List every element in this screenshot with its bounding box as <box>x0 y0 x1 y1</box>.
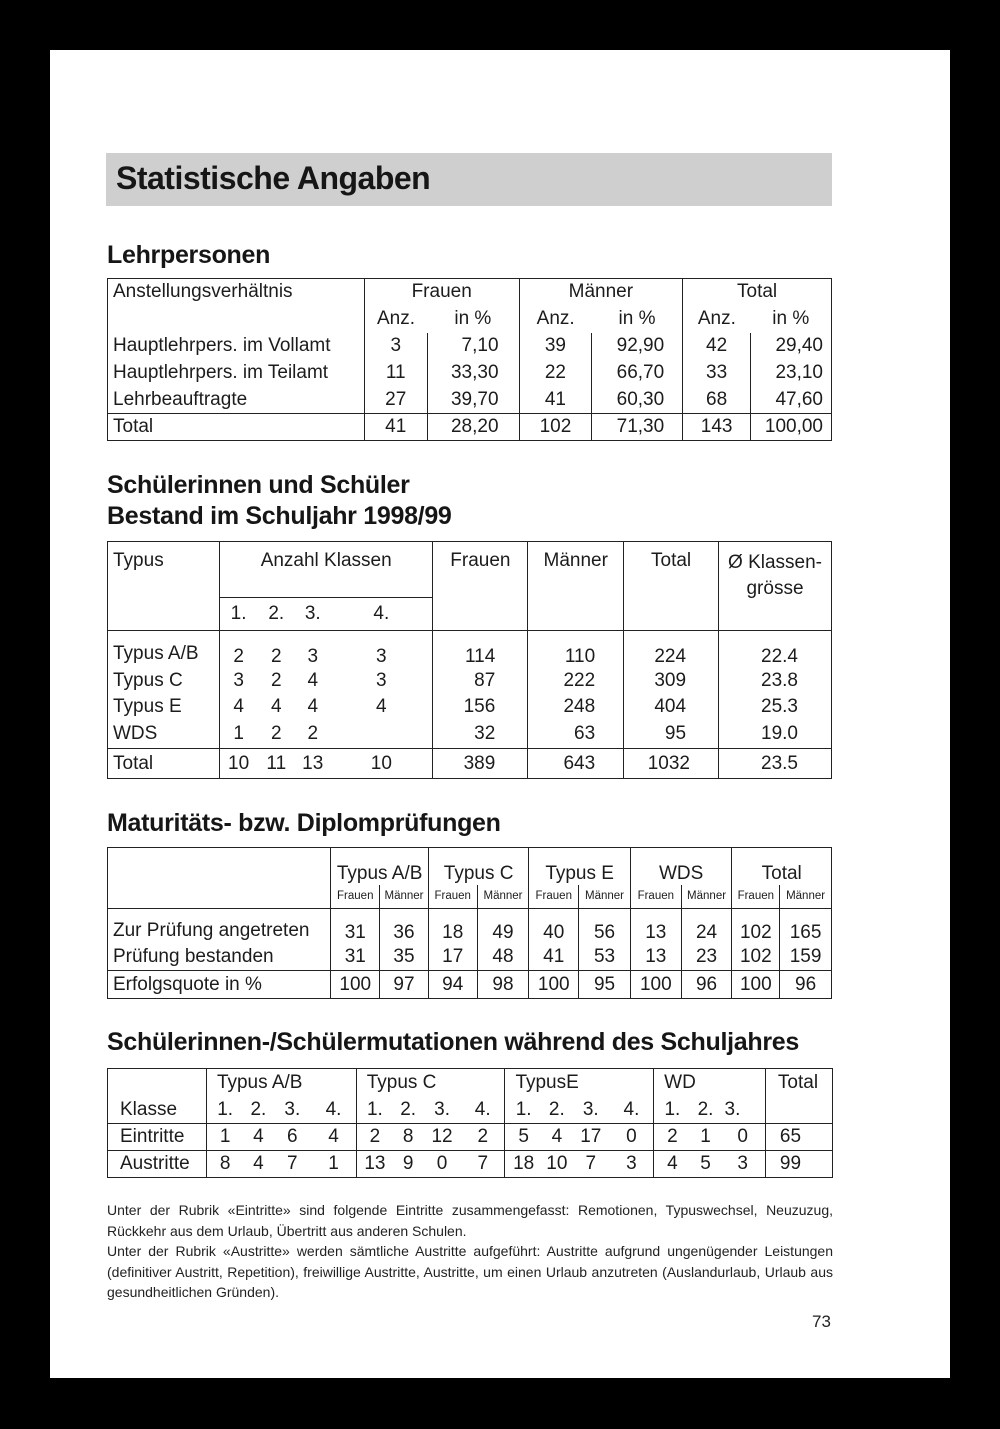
cell: 19.0 <box>761 722 798 744</box>
subheader: 3. <box>582 1098 599 1120</box>
header-group: Typus E <box>529 848 631 885</box>
table-bestand <box>107 541 832 779</box>
cell: 643 <box>528 749 624 779</box>
table-row <box>108 631 832 668</box>
cell: 23.8 <box>761 669 798 691</box>
cell: 102 <box>732 909 780 944</box>
cell: 1 <box>233 722 244 744</box>
subheader: Anz. <box>536 308 575 329</box>
row-label: Typus A/B <box>108 631 220 668</box>
header-group: TypusE <box>505 1069 654 1097</box>
cell: 63 <box>528 721 624 749</box>
cell: 9 <box>393 1151 423 1178</box>
cell: 2 <box>356 1124 393 1151</box>
cell: 41 <box>364 414 427 441</box>
cell: 100 <box>630 971 681 999</box>
subheader: 2. <box>697 1098 714 1120</box>
cell: 2 <box>271 669 282 691</box>
cell: 4 <box>311 1124 356 1151</box>
cell: 7,10 <box>427 333 519 360</box>
subheader: Anz. <box>697 308 736 329</box>
cell: 98 <box>477 971 529 999</box>
cell <box>330 721 433 749</box>
subheader: 1. <box>366 1098 383 1120</box>
cell: 143 <box>683 414 751 441</box>
cell: 5 <box>691 1151 721 1178</box>
cell: 41 <box>519 387 592 414</box>
cell: 33,30 <box>427 360 519 387</box>
row-label: Typus C <box>108 668 220 694</box>
cell: 4 <box>243 1151 273 1178</box>
cell: 10 <box>542 1151 572 1178</box>
cell: 18 <box>428 909 477 944</box>
cell: 13 <box>630 944 681 971</box>
cell: 12 <box>423 1124 461 1151</box>
total-row <box>108 749 832 779</box>
cell: 39,70 <box>427 387 519 414</box>
cell: 3 <box>610 1151 654 1178</box>
heading-mutationen: Schülerinnen-/Schülermutationen während des Schuljahres <box>107 1028 799 1056</box>
table-mutationen <box>107 1068 833 1178</box>
table-row <box>108 909 832 944</box>
subheader: Frauen <box>428 885 477 909</box>
subheader: 1. <box>515 1098 532 1120</box>
cell: 389 <box>433 749 528 779</box>
row-label: Hauptlehrpers. im Teilamt <box>108 360 365 387</box>
header-group: Typus A/B <box>331 848 428 885</box>
header-total: Total <box>624 542 719 631</box>
cell: 3 <box>330 631 433 668</box>
cell: 5 <box>505 1124 542 1151</box>
header-total: Total <box>777 1072 819 1093</box>
cell: 2 <box>257 631 295 668</box>
header-anzahl-klassen: Anzahl Klassen <box>219 542 433 598</box>
table-row <box>108 333 832 360</box>
cell: 49 <box>477 909 529 944</box>
cell: 17 <box>572 1124 610 1151</box>
row-label: Total <box>108 749 220 779</box>
subheader: in % <box>772 308 810 329</box>
cell: 95 <box>624 721 719 749</box>
row-label: Hauptlehrpers. im Vollamt <box>108 333 365 360</box>
cell: 156 <box>433 694 528 721</box>
cell: 110 <box>528 631 624 668</box>
heading-bestand: Bestand im Schuljahr 1998/99 <box>107 502 452 530</box>
cell: 114 <box>433 631 528 668</box>
cell: 4 <box>307 696 319 717</box>
cell: 100 <box>529 971 579 999</box>
cell: 35 <box>380 944 429 971</box>
cell: 65 <box>765 1124 832 1151</box>
table-row <box>108 721 832 749</box>
cell: 96 <box>780 971 832 999</box>
subheader: Frauen <box>630 885 681 909</box>
table-pruefungen <box>107 847 832 999</box>
table-row <box>108 1124 833 1151</box>
cell: 32 <box>433 721 528 749</box>
cell: 8 <box>393 1124 423 1151</box>
cell: 24 <box>681 909 732 944</box>
cell: 4 <box>243 1124 273 1151</box>
cell: 11 <box>364 360 427 387</box>
cell: 23 <box>681 944 732 971</box>
cell: 28,20 <box>427 414 519 441</box>
cell: 31 <box>331 944 380 971</box>
cell: 224 <box>624 631 719 668</box>
page-number: 73 <box>812 1312 831 1331</box>
cell: 96 <box>681 971 732 999</box>
cell: 1 <box>206 1124 243 1151</box>
header-group: Total <box>761 862 802 884</box>
subheader: Männer <box>681 885 732 909</box>
subheader: 3. <box>721 1097 766 1124</box>
cell: 102 <box>519 414 592 441</box>
cell: 97 <box>380 971 429 999</box>
cell: 0 <box>610 1124 654 1151</box>
heading-pruefungen: Maturitäts- bzw. Diplomprüfungen <box>107 809 501 837</box>
row-label: Total <box>108 414 365 441</box>
cell: 165 <box>780 909 832 944</box>
header-group: WD <box>654 1069 766 1097</box>
cell: 29,40 <box>775 335 823 356</box>
cell: 2 <box>219 631 257 668</box>
heading-schueler: Schülerinnen und Schüler <box>107 471 410 499</box>
cell: 31 <box>331 909 380 944</box>
cell: 56 <box>579 909 631 944</box>
cell: 7 <box>572 1151 610 1178</box>
header-typus: Typus <box>108 542 220 631</box>
row-label: Zur Prüfung angetreten <box>108 909 331 944</box>
title-banner <box>106 153 832 206</box>
cell: 18 <box>505 1151 542 1178</box>
table-row <box>108 668 832 694</box>
cell: 41 <box>529 944 579 971</box>
header-frauen: Frauen <box>433 542 528 631</box>
cell: 7 <box>461 1151 505 1178</box>
subheader: Männer <box>380 885 429 909</box>
cell: 94 <box>428 971 477 999</box>
cell: 248 <box>528 694 624 721</box>
cell: 33 <box>683 360 751 387</box>
header-anstellung: Anstellungsverhältnis <box>108 279 365 306</box>
table-row <box>108 360 832 387</box>
cell: 1 <box>311 1151 356 1178</box>
subheader: 3. <box>284 1098 301 1120</box>
header-group: Typus C <box>428 848 529 885</box>
table-row <box>108 694 832 721</box>
subheader: 1. <box>664 1098 681 1120</box>
subheader: Männer <box>786 890 826 903</box>
cell: 71,30 <box>592 414 683 441</box>
heading-lehrpersonen: Lehrpersonen <box>107 241 271 269</box>
cell: 102 <box>732 944 780 971</box>
header-total: Total <box>737 281 778 303</box>
cell: 159 <box>789 945 822 967</box>
cell: 1 <box>691 1124 721 1151</box>
cell: 4 <box>542 1124 572 1151</box>
cell: 8 <box>206 1151 243 1178</box>
cell: 48 <box>477 944 529 971</box>
row-label: Erfolgsquote in % <box>108 971 331 999</box>
header-klassengroesse-line1: Ø Klassen- <box>728 552 822 573</box>
cell: 100 <box>331 971 380 999</box>
cell: 47,60 <box>775 388 823 410</box>
total-row <box>108 414 832 441</box>
cell: 11 <box>257 749 295 779</box>
cell: 27 <box>364 387 427 414</box>
table-lehrpersonen <box>107 278 832 441</box>
cell: 13 <box>356 1151 393 1178</box>
cell: 17 <box>428 944 477 971</box>
table-row <box>108 1151 833 1178</box>
cell: 7 <box>273 1151 311 1178</box>
cell: 68 <box>683 387 751 414</box>
cell: 22 <box>519 360 592 387</box>
page-title: Statistische Angaben <box>116 160 431 196</box>
subheader: Männer <box>579 885 631 909</box>
cell: 40 <box>529 909 579 944</box>
cell: 4 <box>271 696 282 717</box>
header-group: WDS <box>630 848 732 885</box>
header-frauen: Frauen <box>364 279 519 306</box>
cell: 99 <box>765 1151 832 1178</box>
subheader: 2. <box>250 1098 267 1120</box>
cell: 92,90 <box>592 333 683 360</box>
subheader: Frauen <box>331 885 380 909</box>
table-row <box>108 387 832 414</box>
cell: 0 <box>423 1151 461 1178</box>
cell: 3 <box>364 333 427 360</box>
cell: 2 <box>461 1124 505 1151</box>
cell: 309 <box>624 668 719 694</box>
cell: 95 <box>579 971 631 999</box>
cell: 60,30 <box>592 387 683 414</box>
cell: 66,70 <box>592 360 683 387</box>
cell: 4 <box>330 694 433 721</box>
row-label: WDS <box>108 721 220 749</box>
cell: 25.3 <box>761 696 798 717</box>
cell: 100 <box>732 971 780 999</box>
cell: 1032 <box>624 749 719 779</box>
subheader: Frauen <box>529 885 579 909</box>
cell: 0 <box>721 1124 766 1151</box>
subheader: Anz. <box>376 308 415 329</box>
header-maenner: Männer <box>519 279 683 306</box>
cell: 4 <box>233 696 244 717</box>
cell: 2 <box>271 722 282 744</box>
cell: 404 <box>624 694 719 721</box>
subheader: 2. <box>548 1098 565 1120</box>
subheader: in % <box>427 306 519 333</box>
subheader: 3. <box>434 1098 450 1120</box>
subheader: 2. <box>400 1098 417 1120</box>
header-klassengroesse <box>719 542 832 631</box>
cell: 4 <box>654 1151 691 1178</box>
cell: 2 <box>654 1124 691 1151</box>
subheader: 1. <box>230 603 247 624</box>
cell: 3 <box>330 668 433 694</box>
header-klassengroesse-line2: grösse <box>746 578 804 599</box>
cell: 13 <box>630 909 681 944</box>
cell: 3 <box>233 669 244 691</box>
footnote-eintritte: Unter der Rubrik «Eintritte» sind folgende Eintritte zusammengefasst: Remotionen, Typuswechsel, Neuzuzug, Rückkehr aus dem Urlaub, Übertritt aus anderen Schulen. <box>107 1202 833 1239</box>
subheader: 3. <box>304 603 321 624</box>
cell: 4 <box>307 669 319 691</box>
footnotes <box>107 1200 833 1303</box>
subheader: 1. <box>217 1098 234 1120</box>
subheader: 4. <box>330 598 433 631</box>
cell: 6 <box>273 1124 311 1151</box>
cell: 13 <box>295 749 330 779</box>
cell: 2 <box>307 722 319 744</box>
row-label: Eintritte <box>108 1124 207 1151</box>
quote-row <box>108 971 832 999</box>
subheader: 2. <box>268 603 285 624</box>
row-label: Prüfung bestanden <box>108 944 331 971</box>
cell: 53 <box>579 944 631 971</box>
subheader: Frauen <box>732 885 780 909</box>
subheader: 4. <box>311 1097 356 1124</box>
header-group: Typus C <box>356 1069 505 1097</box>
subheader: in % <box>592 306 683 333</box>
table-row <box>108 944 832 971</box>
subheader: 4. <box>610 1097 654 1124</box>
cell: 3 <box>721 1151 766 1178</box>
subheader: 4. <box>461 1097 505 1124</box>
document-page <box>50 50 950 1378</box>
header-maenner: Männer <box>528 542 624 631</box>
row-label: Typus E <box>108 694 220 721</box>
footnote-austritte: Unter der Rubrik «Austritte» werden sämtliche Austritte aufgeführt: Austritte aufgrund ungenügender Leistungen (definitiver Austritt, Repetition), freiwillige Austritte, Austritte, um einen Urlaub anzutreten (Auslandurlaub, Urlaub aus gesundheitlichen Gründen). <box>107 1243 833 1300</box>
subheader: Männer <box>477 885 529 909</box>
cell: 3 <box>295 631 330 668</box>
header-klasse: Klasse <box>108 1097 207 1124</box>
cell: 10 <box>330 749 433 779</box>
cell: 100,00 <box>751 414 832 441</box>
header-group: Typus A/B <box>206 1069 356 1097</box>
cell: 222 <box>528 668 624 694</box>
row-label: Lehrbeauftragte <box>108 387 365 414</box>
cell: 42 <box>683 333 751 360</box>
cell: 87 <box>433 668 528 694</box>
cell: 36 <box>380 909 429 944</box>
row-label: Austritte <box>108 1151 207 1178</box>
cell: 22.4 <box>719 631 832 668</box>
cell: 10 <box>219 749 257 779</box>
cell: 23.5 <box>719 749 832 779</box>
cell: 23,10 <box>775 362 823 383</box>
cell: 39 <box>519 333 592 360</box>
